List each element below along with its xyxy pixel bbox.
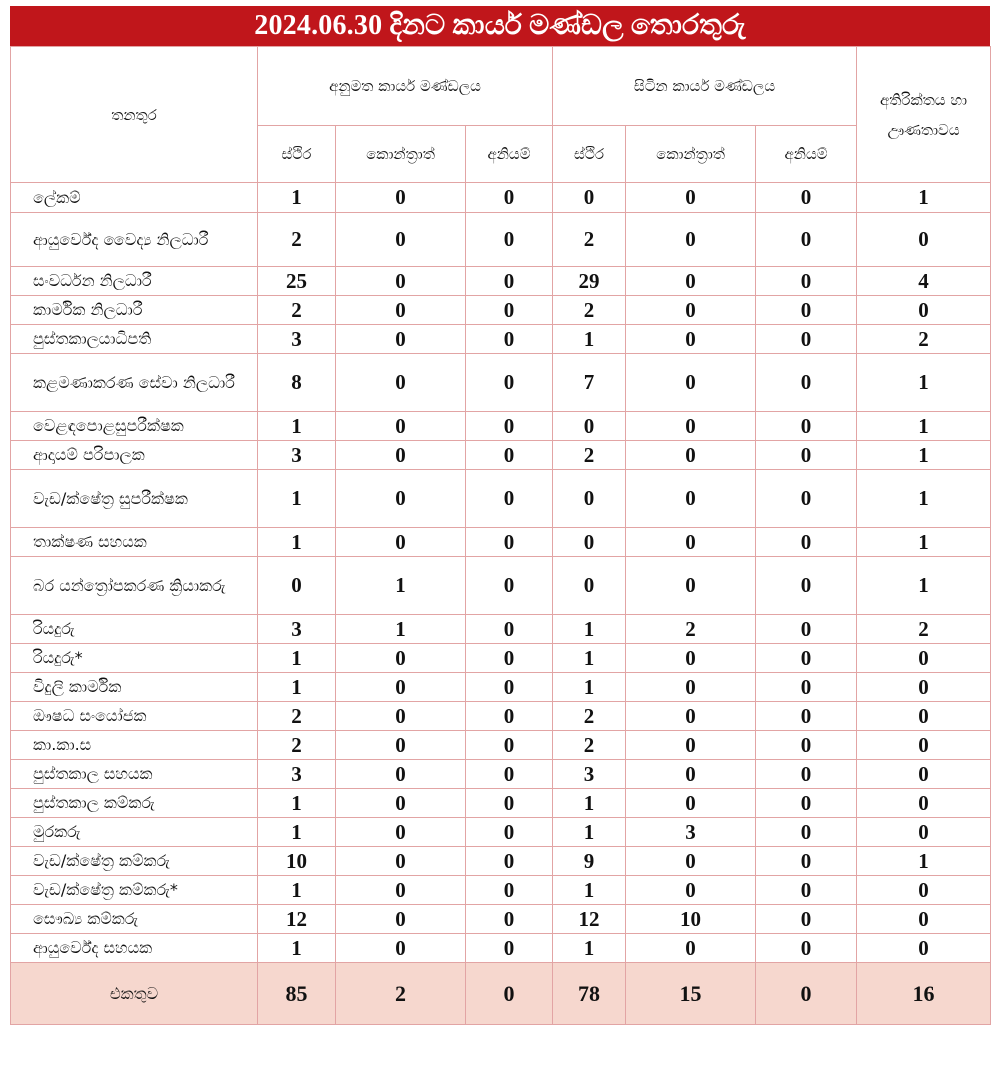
- position-name: පුස්තකාල සහයක: [11, 760, 258, 789]
- table-row: [11, 354, 991, 412]
- position-name: පුස්තකාල කම්කරු: [11, 789, 258, 818]
- table-row: [11, 760, 991, 789]
- cell-excess-deficit: 1: [857, 470, 991, 528]
- cell-existing-permanent: 2: [553, 213, 626, 267]
- cell-excess-deficit: 0: [857, 934, 991, 963]
- cell-existing-permanent: 7: [553, 354, 626, 412]
- cell-excess-deficit: 1: [857, 412, 991, 441]
- cell-existing-permanent: 0: [553, 183, 626, 213]
- cell-approved-casual: 0: [466, 183, 553, 213]
- cell-approved-permanent: 1: [258, 644, 336, 673]
- total-excess-deficit: 16: [857, 963, 991, 1025]
- cell-approved-casual: 0: [466, 441, 553, 470]
- cell-approved-permanent: 1: [258, 528, 336, 557]
- header-existing-staff: සිටින කාර්ය මණ්ඩලය: [553, 47, 857, 126]
- cell-approved-permanent: 1: [258, 876, 336, 905]
- cell-existing-casual: 0: [756, 213, 857, 267]
- header-existing-contract: කොන්ත්‍රාත්: [626, 126, 756, 183]
- cell-existing-permanent: 9: [553, 847, 626, 876]
- cell-existing-permanent: 0: [553, 528, 626, 557]
- cell-existing-casual: 0: [756, 789, 857, 818]
- cell-existing-permanent: 1: [553, 789, 626, 818]
- cell-approved-contract: 1: [336, 557, 466, 615]
- cell-approved-contract: 0: [336, 789, 466, 818]
- cell-existing-permanent: 0: [553, 412, 626, 441]
- position-name: සෞඛ්‍ය කම්කරු: [11, 905, 258, 934]
- cell-existing-contract: 10: [626, 905, 756, 934]
- cell-approved-casual: 0: [466, 760, 553, 789]
- cell-approved-casual: 0: [466, 528, 553, 557]
- cell-existing-casual: 0: [756, 934, 857, 963]
- cell-excess-deficit: 1: [857, 441, 991, 470]
- cell-existing-contract: 0: [626, 412, 756, 441]
- cell-approved-contract: 0: [336, 934, 466, 963]
- cell-existing-casual: 0: [756, 528, 857, 557]
- cell-excess-deficit: 0: [857, 644, 991, 673]
- cell-excess-deficit: 0: [857, 731, 991, 760]
- cell-existing-permanent: 12: [553, 905, 626, 934]
- cell-existing-contract: 0: [626, 267, 756, 296]
- table-row: [11, 557, 991, 615]
- cell-approved-permanent: 0: [258, 557, 336, 615]
- cell-approved-casual: 0: [466, 213, 553, 267]
- position-name: බර යන්ත්‍රෝපකරණ ක්‍රියාකරු: [11, 557, 258, 615]
- cell-approved-casual: 0: [466, 847, 553, 876]
- cell-existing-casual: 0: [756, 354, 857, 412]
- position-name: තාක්ෂණ සහයක: [11, 528, 258, 557]
- header-approved-contract: කොන්ත්‍රාත්: [336, 126, 466, 183]
- table-row: [11, 470, 991, 528]
- cell-approved-permanent: 1: [258, 818, 336, 847]
- cell-existing-contract: 0: [626, 760, 756, 789]
- table-row: [11, 412, 991, 441]
- cell-existing-casual: 0: [756, 296, 857, 325]
- table-row: [11, 905, 991, 934]
- cell-approved-contract: 0: [336, 731, 466, 760]
- cell-approved-permanent: 1: [258, 470, 336, 528]
- header-approved-staff: අනුමත කාර්ය මණ්ඩලය: [258, 47, 553, 126]
- total-existing-contract: 15: [626, 963, 756, 1025]
- cell-approved-casual: 0: [466, 267, 553, 296]
- cell-existing-casual: 0: [756, 412, 857, 441]
- position-name: ආදායම් පරිපාලක: [11, 441, 258, 470]
- cell-existing-casual: 0: [756, 325, 857, 354]
- cell-approved-permanent: 1: [258, 934, 336, 963]
- cell-existing-casual: 0: [756, 267, 857, 296]
- staff-table: [10, 46, 991, 1025]
- cell-excess-deficit: 2: [857, 615, 991, 644]
- table-row: [11, 296, 991, 325]
- cell-approved-contract: 0: [336, 470, 466, 528]
- cell-approved-permanent: 1: [258, 183, 336, 213]
- total-existing-permanent: 78: [553, 963, 626, 1025]
- cell-approved-casual: 0: [466, 412, 553, 441]
- cell-approved-contract: 0: [336, 847, 466, 876]
- cell-excess-deficit: 0: [857, 673, 991, 702]
- cell-existing-contract: 0: [626, 789, 756, 818]
- cell-existing-permanent: 1: [553, 876, 626, 905]
- cell-existing-casual: 0: [756, 818, 857, 847]
- cell-approved-permanent: 10: [258, 847, 336, 876]
- total-approved-casual: 0: [466, 963, 553, 1025]
- position-name: ලේකම්: [11, 183, 258, 213]
- cell-excess-deficit: 0: [857, 702, 991, 731]
- cell-existing-contract: 0: [626, 702, 756, 731]
- cell-existing-casual: 0: [756, 847, 857, 876]
- cell-approved-casual: 0: [466, 296, 553, 325]
- cell-existing-permanent: 1: [553, 673, 626, 702]
- cell-existing-casual: 0: [756, 470, 857, 528]
- cell-existing-permanent: 1: [553, 818, 626, 847]
- cell-approved-casual: 0: [466, 644, 553, 673]
- position-name: රියදුරු: [11, 615, 258, 644]
- cell-approved-casual: 0: [466, 325, 553, 354]
- cell-approved-casual: 0: [466, 818, 553, 847]
- cell-approved-contract: 0: [336, 412, 466, 441]
- cell-approved-permanent: 3: [258, 615, 336, 644]
- cell-existing-contract: 0: [626, 296, 756, 325]
- position-name: වෙළඳපොළසුපරීක්ෂක: [11, 412, 258, 441]
- table-row: [11, 934, 991, 963]
- header-position: තනතුර: [11, 47, 258, 183]
- table-row: [11, 213, 991, 267]
- cell-excess-deficit: 0: [857, 876, 991, 905]
- cell-approved-contract: 0: [336, 325, 466, 354]
- cell-approved-casual: 0: [466, 934, 553, 963]
- cell-approved-casual: 0: [466, 876, 553, 905]
- cell-existing-permanent: 3: [553, 760, 626, 789]
- table-row: [11, 673, 991, 702]
- cell-existing-contract: 3: [626, 818, 756, 847]
- header-existing-permanent: ස්ථිර: [553, 126, 626, 183]
- cell-approved-contract: 0: [336, 673, 466, 702]
- cell-excess-deficit: 1: [857, 183, 991, 213]
- position-name: මුරකරු: [11, 818, 258, 847]
- cell-approved-casual: 0: [466, 702, 553, 731]
- cell-existing-contract: 0: [626, 557, 756, 615]
- cell-existing-contract: 0: [626, 528, 756, 557]
- table-row: [11, 731, 991, 760]
- cell-excess-deficit: 0: [857, 818, 991, 847]
- cell-existing-contract: 0: [626, 441, 756, 470]
- position-name: වැඩ/ක්ෂේත්‍ර කම්කරු: [11, 847, 258, 876]
- cell-excess-deficit: 0: [857, 213, 991, 267]
- cell-approved-contract: 0: [336, 183, 466, 213]
- cell-excess-deficit: 1: [857, 354, 991, 412]
- cell-approved-casual: 0: [466, 905, 553, 934]
- header-excess-deficit: අතිරික්තය හා ඌණතාවය: [857, 47, 991, 183]
- cell-approved-permanent: 1: [258, 789, 336, 818]
- staff-table-container: [10, 6, 990, 1025]
- header-existing-casual: අනියම්: [756, 126, 857, 183]
- cell-existing-contract: 0: [626, 934, 756, 963]
- cell-approved-contract: 0: [336, 213, 466, 267]
- cell-excess-deficit: 0: [857, 789, 991, 818]
- table-row: [11, 789, 991, 818]
- cell-existing-permanent: 2: [553, 441, 626, 470]
- cell-excess-deficit: 0: [857, 905, 991, 934]
- cell-excess-deficit: 0: [857, 296, 991, 325]
- cell-existing-permanent: 29: [553, 267, 626, 296]
- cell-existing-contract: 0: [626, 325, 756, 354]
- total-row: [11, 963, 991, 1025]
- cell-approved-casual: 0: [466, 673, 553, 702]
- cell-excess-deficit: 0: [857, 760, 991, 789]
- cell-existing-contract: 2: [626, 615, 756, 644]
- table-row: [11, 615, 991, 644]
- cell-approved-casual: 0: [466, 789, 553, 818]
- position-name: වැඩ/ක්ෂේත්‍ර කම්කරු*: [11, 876, 258, 905]
- table-row: [11, 644, 991, 673]
- table-body: [11, 183, 991, 963]
- cell-approved-permanent: 2: [258, 213, 336, 267]
- cell-existing-casual: 0: [756, 760, 857, 789]
- position-name: විදුලි කාර්මික: [11, 673, 258, 702]
- cell-approved-permanent: 25: [258, 267, 336, 296]
- cell-approved-permanent: 12: [258, 905, 336, 934]
- cell-approved-contract: 0: [336, 760, 466, 789]
- position-name: ආයුර්වේද සහයක: [11, 934, 258, 963]
- cell-existing-contract: 0: [626, 470, 756, 528]
- position-name: ඖෂධ සංයෝජක: [11, 702, 258, 731]
- cell-approved-casual: 0: [466, 470, 553, 528]
- cell-existing-casual: 0: [756, 673, 857, 702]
- position-name: සංවර්ධන නිලධාරී: [11, 267, 258, 296]
- table-title: 2024.06.30 දිනට කාර්ය මණ්ඩල තොරතුරු: [10, 6, 990, 46]
- table-row: [11, 876, 991, 905]
- cell-existing-contract: 0: [626, 847, 756, 876]
- cell-excess-deficit: 2: [857, 325, 991, 354]
- cell-approved-permanent: 2: [258, 731, 336, 760]
- table-row: [11, 325, 991, 354]
- cell-existing-casual: 0: [756, 876, 857, 905]
- cell-approved-contract: 0: [336, 267, 466, 296]
- table-row: [11, 441, 991, 470]
- cell-approved-contract: 1: [336, 615, 466, 644]
- cell-existing-permanent: 1: [553, 934, 626, 963]
- cell-existing-casual: 0: [756, 905, 857, 934]
- table-row: [11, 267, 991, 296]
- cell-approved-permanent: 8: [258, 354, 336, 412]
- position-name: ආයුර්වේද වෛද්‍ය නිලධාරී: [11, 213, 258, 267]
- cell-excess-deficit: 1: [857, 847, 991, 876]
- cell-approved-contract: 0: [336, 528, 466, 557]
- cell-existing-permanent: 1: [553, 615, 626, 644]
- cell-existing-contract: 0: [626, 731, 756, 760]
- cell-approved-casual: 0: [466, 354, 553, 412]
- cell-existing-permanent: 0: [553, 557, 626, 615]
- cell-approved-casual: 0: [466, 557, 553, 615]
- header-approved-casual: අනියම්: [466, 126, 553, 183]
- cell-existing-contract: 0: [626, 876, 756, 905]
- cell-existing-permanent: 2: [553, 702, 626, 731]
- cell-approved-casual: 0: [466, 731, 553, 760]
- cell-approved-contract: 0: [336, 905, 466, 934]
- cell-approved-contract: 0: [336, 296, 466, 325]
- cell-existing-casual: 0: [756, 557, 857, 615]
- total-approved-permanent: 85: [258, 963, 336, 1025]
- position-name: කළමණාකරණ සේවා නිලධාරී: [11, 354, 258, 412]
- cell-approved-contract: 0: [336, 354, 466, 412]
- cell-existing-contract: 0: [626, 183, 756, 213]
- cell-existing-permanent: 0: [553, 470, 626, 528]
- cell-approved-permanent: 1: [258, 412, 336, 441]
- cell-existing-permanent: 2: [553, 731, 626, 760]
- position-name: රියදුරු*: [11, 644, 258, 673]
- position-name: වැඩ/ක්ෂේත්‍ර සුපරීක්ෂක: [11, 470, 258, 528]
- cell-excess-deficit: 1: [857, 557, 991, 615]
- table-row: [11, 702, 991, 731]
- cell-approved-permanent: 2: [258, 702, 336, 731]
- cell-existing-contract: 0: [626, 673, 756, 702]
- cell-excess-deficit: 1: [857, 528, 991, 557]
- cell-approved-permanent: 2: [258, 296, 336, 325]
- cell-approved-contract: 0: [336, 876, 466, 905]
- cell-existing-permanent: 1: [553, 644, 626, 673]
- position-name: පුස්තකාලයාධිපති: [11, 325, 258, 354]
- table-row: [11, 528, 991, 557]
- cell-existing-contract: 0: [626, 213, 756, 267]
- cell-excess-deficit: 4: [857, 267, 991, 296]
- cell-approved-permanent: 3: [258, 441, 336, 470]
- cell-approved-contract: 0: [336, 441, 466, 470]
- cell-existing-casual: 0: [756, 644, 857, 673]
- cell-existing-casual: 0: [756, 615, 857, 644]
- cell-existing-casual: 0: [756, 702, 857, 731]
- cell-existing-permanent: 1: [553, 325, 626, 354]
- position-name: කාර්මික නිලධාරී: [11, 296, 258, 325]
- cell-approved-contract: 0: [336, 644, 466, 673]
- cell-existing-permanent: 2: [553, 296, 626, 325]
- table-row: [11, 183, 991, 213]
- position-name: කා.කා.ස: [11, 731, 258, 760]
- cell-approved-permanent: 1: [258, 673, 336, 702]
- total-existing-casual: 0: [756, 963, 857, 1025]
- cell-approved-permanent: 3: [258, 325, 336, 354]
- cell-existing-contract: 0: [626, 354, 756, 412]
- cell-existing-casual: 0: [756, 183, 857, 213]
- table-row: [11, 847, 991, 876]
- header-approved-permanent: ස්ථිර: [258, 126, 336, 183]
- cell-existing-casual: 0: [756, 731, 857, 760]
- cell-approved-contract: 0: [336, 702, 466, 731]
- cell-approved-casual: 0: [466, 615, 553, 644]
- cell-existing-casual: 0: [756, 441, 857, 470]
- cell-existing-contract: 0: [626, 644, 756, 673]
- total-label: එකතුව: [11, 963, 258, 1025]
- cell-approved-contract: 0: [336, 818, 466, 847]
- cell-approved-permanent: 3: [258, 760, 336, 789]
- total-approved-contract: 2: [336, 963, 466, 1025]
- table-row: [11, 818, 991, 847]
